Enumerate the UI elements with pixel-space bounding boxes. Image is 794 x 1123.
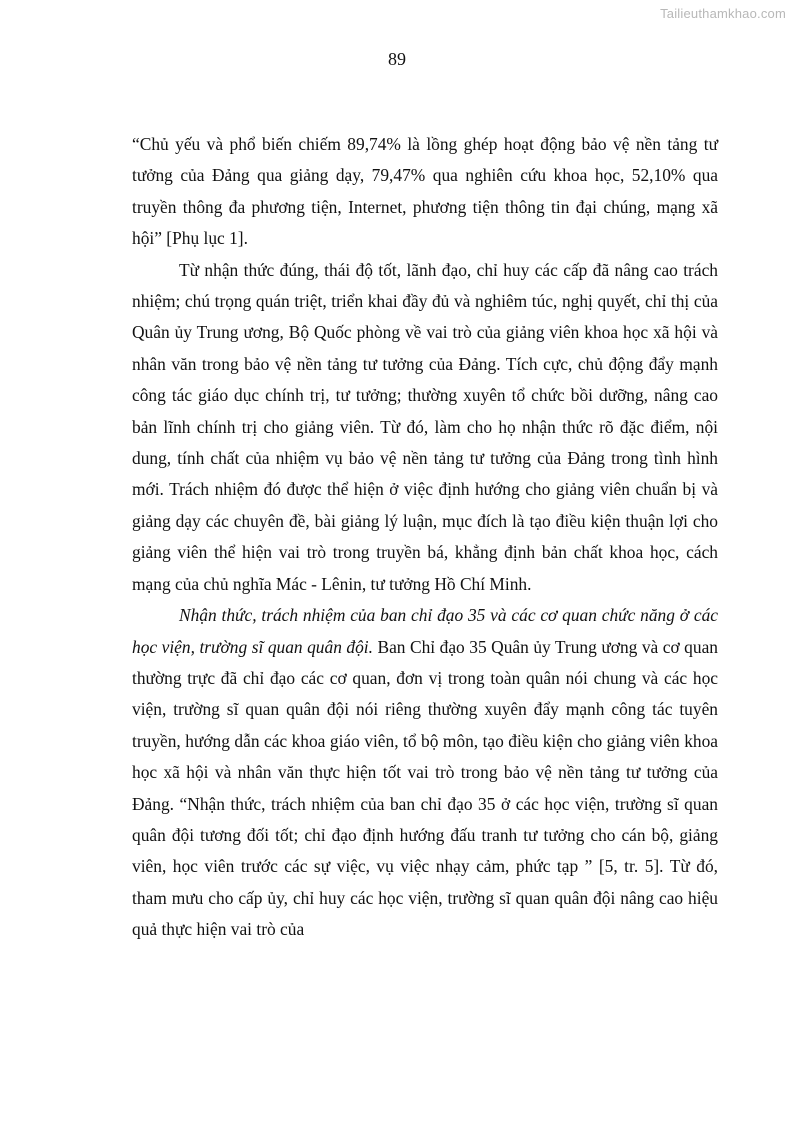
paragraph-steering-committee (132, 600, 718, 945)
paragraph-awareness: Từ nhận thức đúng, thái độ tốt, lãnh đạo, chỉ huy các cấp đã nâng cao trách nhiệm; chú trọng quán triệt, triển khai đầy đủ và nghiêm túc, nghị quyết, chỉ thị của Quân ủy Trung ương, Bộ Quốc phòng về vai trò của giảng viên khoa học xã hội và nhân văn trong bảo vệ nền tảng tư tưởng của Đảng. Tích cực, chủ động đẩy mạnh công tác giáo dục chính trị, tư tưởng; thường xuyên tổ chức bồi dưỡng, nâng cao bản lĩnh chính trị cho giảng viên. Từ đó, làm cho họ nhận thức rõ đặc điểm, nội dung, tính chất của nhiệm vụ bảo vệ nền tảng tư tưởng của Đảng trong tình hình mới. Trách nhiệm đó được thể hiện ở việc định hướng cho giảng viên chuẩn bị và giảng dạy các chuyên đề, bài giảng lý luận, mục đích là tạo điều kiện thuận lợi cho giảng viên thể hiện vai trò trong truyền bá, khẳng định bản chất khoa học, cách mạng của chủ nghĩa Mác - Lênin, tư tưởng Hồ Chí Minh. (132, 259, 718, 594)
paragraph-quote: “Chủ yếu và phổ biến chiếm 89,74% là lồng ghép hoạt động bảo vệ nền tảng tư tưởng của Đảng qua giảng dạy, 79,47% qua nghiên cứu khoa học, 52,10% qua truyền thông đa phương tiện, Internet, phương tiện thông tin đại chúng, mạng xã hội” [Phụ lục 1]. (132, 134, 718, 249)
paragraph-steering-committee-text: Ban Chỉ đạo 35 Quân ủy Trung ương và cơ quan thường trực đã chỉ đạo các cơ quan, đơn vị trong toàn quân nói chung và các học viện, trường sĩ quan quân đội nói riêng thường xuyên đẩy mạnh công tác tuyên truyền, hướng dẫn các khoa giáo viên, tổ bộ môn, tạo điều kiện cho giảng viên khoa học xã hội và nhân văn thực hiện tốt vai trò trong bảo vệ nền tảng tư tưởng của Đảng. “Nhận thức, trách nhiệm của ban chỉ đạo 35 ở các học viện, trường sĩ quan quân đội tương đối tốt; chỉ đạo định hướng đấu tranh tư tưởng cho cán bộ, giảng viên, học viên trước các sự việc, vụ việc nhạy cảm, phức tạp ” [5, tr. 5]. Từ đó, tham mưu cho cấp ủy, chỉ huy các học viện, trường sĩ quan quân đội nâng cao hiệu quả thực hiện vai trò của (132, 636, 718, 940)
watermark: Tailieuthamkhao.com (660, 6, 786, 21)
document-body (132, 129, 718, 946)
section-heading-italic: Nhận thức, trách nhiệm của ban chỉ đạo 35 và các cơ quan chức năng ở các học viện, trường sĩ quan quân đội. (132, 605, 718, 657)
page-number: 89 (388, 49, 406, 69)
